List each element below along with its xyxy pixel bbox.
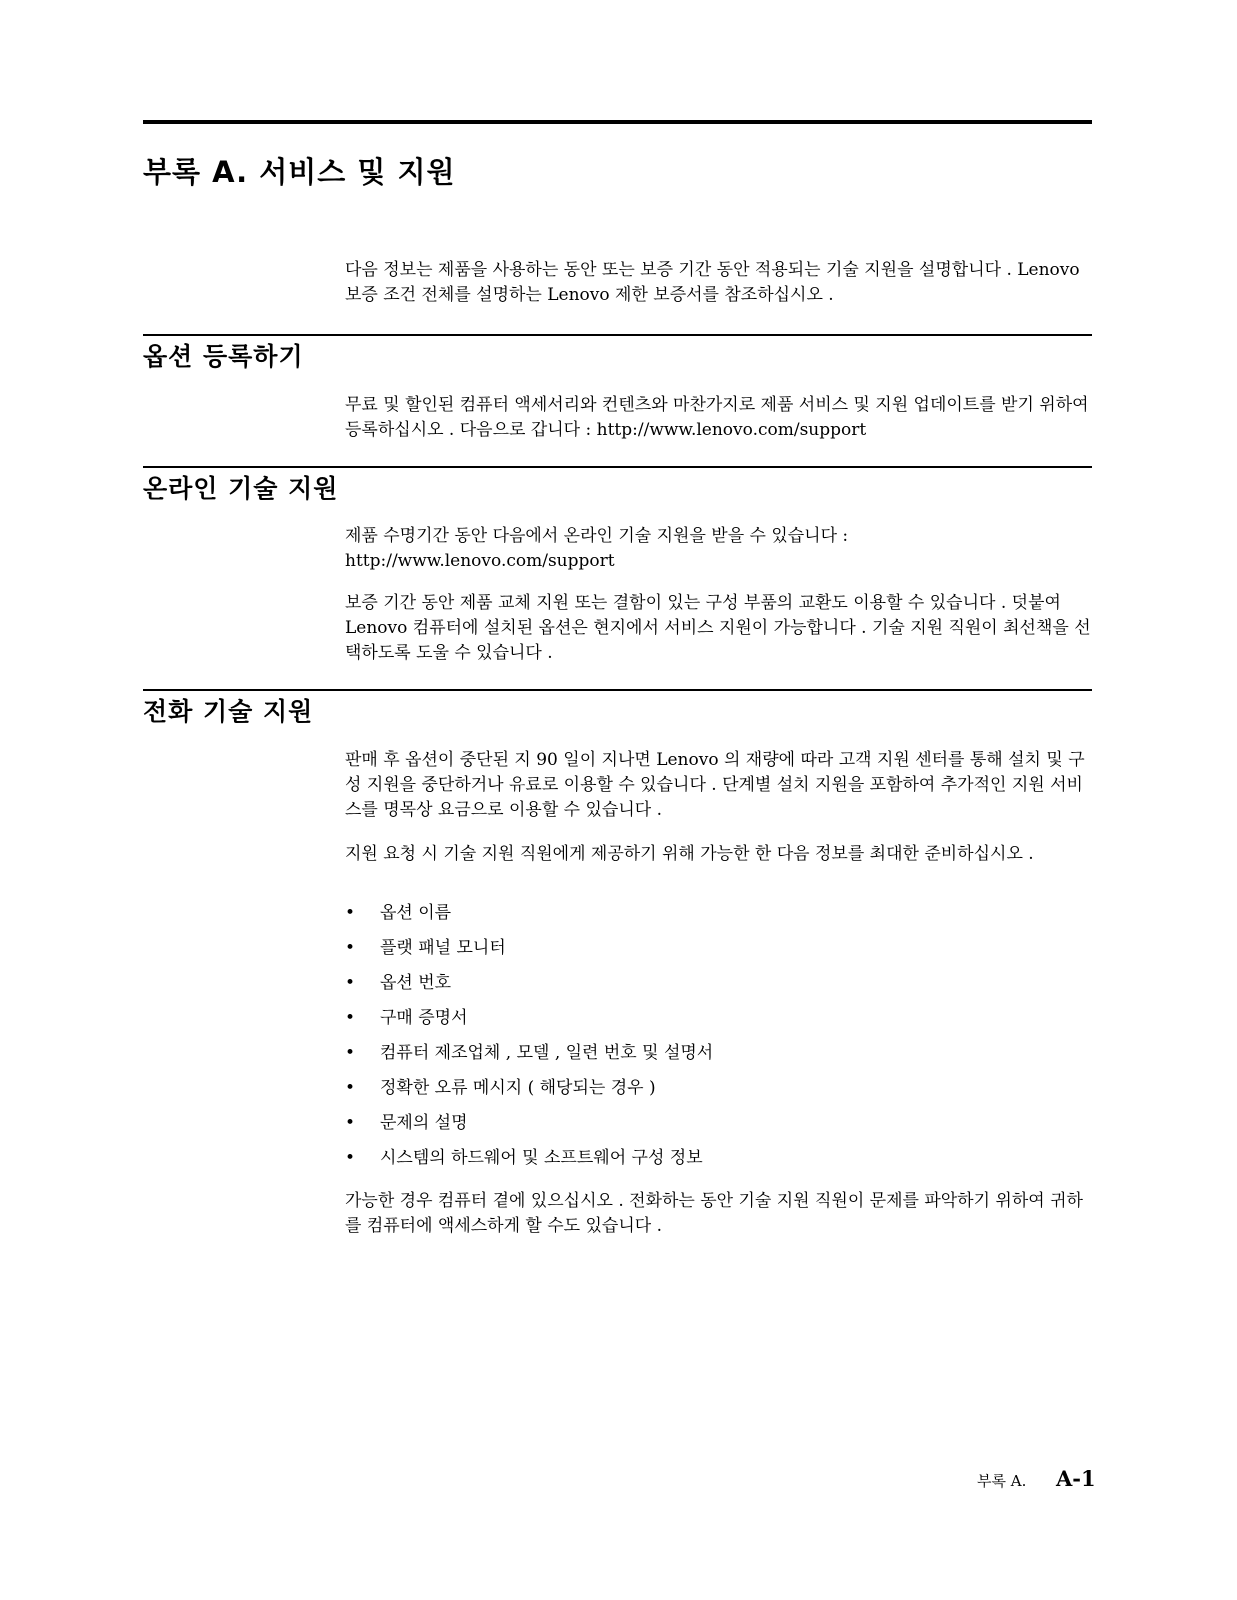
- closing-paragraph: 가능한 경우 컴퓨터 곁에 있으십시오 . 전화하는 동안 기술 지원 직원이 문제를 파악하기 위하여 귀하를 컴퓨터에 액세스하게 할 수도 있습니다 .: [345, 1191, 1083, 1236]
- list-item: • 플랫 패널 모니터: [345, 936, 713, 971]
- register-paragraph: 무료 및 할인된 컴퓨터 액세서리와 컨텐츠와 마찬가지로 제품 서비스 및 지원 업데이트를 받기 위하여 등록하십시오 . 다음으로 갑니다 : http://www.lenovo.com/support: [345, 395, 1089, 440]
- chapter-top-rule: [143, 120, 1092, 124]
- prepare-info-paragraph: 지원 요청 시 기술 지원 직원에게 제공하기 위해 가능한 한 다음 정보를 최대한 준비하십시오 .: [345, 844, 1034, 864]
- section-rule: [143, 334, 1092, 336]
- section-rule: [143, 689, 1092, 691]
- list-item: • 문제의 설명: [345, 1111, 713, 1146]
- warranty-paragraph: 보증 기간 동안 제품 교체 지원 또는 결함이 있는 구성 부품의 교환도 이용할 수 있습니다 . 덧붙여 Lenovo 컴퓨터에 설치된 옵션은 현지에서 서비스 지원이 가능합니다 . 기술 지원 직원이 최선책을 선택하도록 도울 수 있습니다 .: [345, 593, 1091, 663]
- list-item: • 구매 증명서: [345, 1006, 713, 1041]
- section-rule: [143, 466, 1092, 468]
- chapter-title: 부록 A. 서비스 및 지원: [143, 155, 456, 189]
- online-support-paragraph: 제품 수명기간 동안 다음에서 온라인 기술 지원을 받을 수 있습니다 : http://www.lenovo.com/support: [345, 526, 849, 571]
- section-title-register: 옵션 등록하기: [143, 342, 304, 371]
- intro-paragraph: 다음 정보는 제품을 사용하는 동안 또는 보증 기간 동안 적용되는 기술 지원을 설명합니다 . Lenovo 보증 조건 전체를 설명하는 Lenovo 제한 보증서를 참조하십시오 .: [345, 260, 1080, 305]
- footer-chapter-label: 부록 A.: [977, 1472, 1027, 1490]
- list-item: • 옵션 이름: [345, 901, 713, 936]
- section-title-phone-support: 전화 기술 지원: [143, 697, 314, 726]
- page-number: A-1: [1056, 1466, 1096, 1491]
- section-title-online-support: 온라인 기술 지원: [143, 474, 339, 503]
- info-checklist: [345, 901, 713, 1181]
- phone-support-paragraph: 판매 후 옵션이 중단된 지 90 일이 지나면 Lenovo 의 재량에 따라 고객 지원 센터를 통해 설치 및 구성 지원을 중단하거나 유료로 이용할 수 있습니다 . 단계별 설치 지원을 포함하여 추가적인 지원 서비스를 명목상 요금으로 이용할 수 있습니다 .: [345, 750, 1085, 820]
- list-item: • 정확한 오류 메시지 ( 해당되는 경우 ): [345, 1076, 713, 1111]
- list-item: • 옵션 번호: [345, 971, 713, 1006]
- list-item: • 시스템의 하드웨어 및 소프트웨어 구성 정보: [345, 1146, 713, 1181]
- list-item: • 컴퓨터 제조업체 , 모델 , 일련 번호 및 설명서: [345, 1041, 713, 1076]
